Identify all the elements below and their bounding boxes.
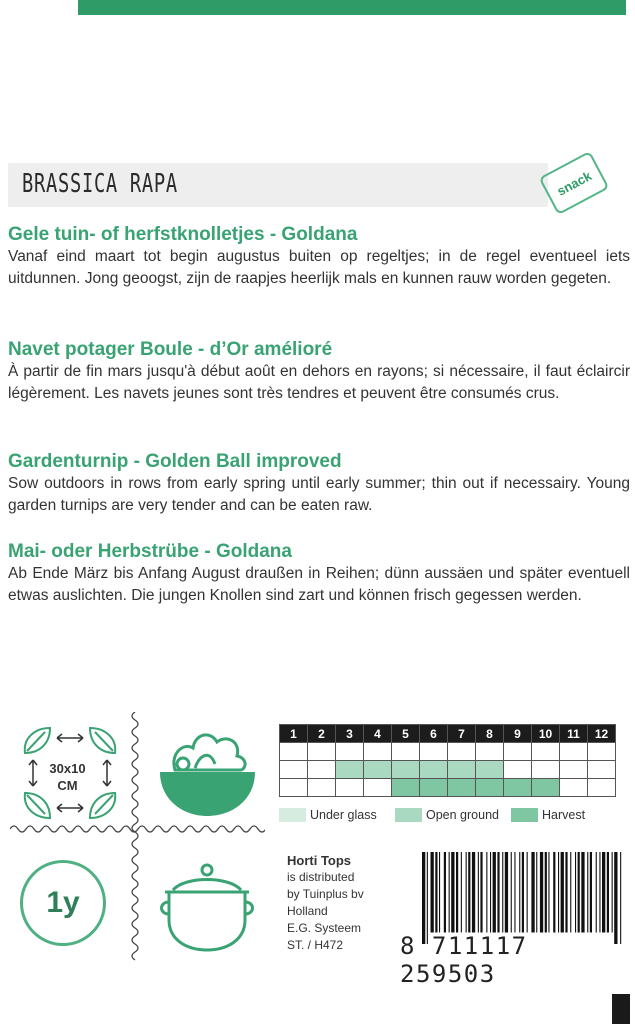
calendar-cell bbox=[560, 779, 588, 797]
barcode-bar bbox=[607, 852, 609, 933]
snack-badge bbox=[539, 151, 610, 215]
barcode-bar bbox=[545, 852, 547, 933]
section-text: Vanaf eind maart tot begin augustus buiten op regeltjes; in de regel eventueel iets uitdunnen. Jong geoogst, zijn de raapjes heerlijk mals en kunnen rauw worden gegeten. bbox=[8, 248, 630, 287]
section-german bbox=[8, 541, 630, 607]
legend-label: Open ground bbox=[426, 808, 499, 822]
calendar-cell bbox=[448, 779, 476, 797]
barcode-bar bbox=[536, 852, 537, 933]
lifespan-label: 1y bbox=[46, 886, 80, 919]
distributor-info bbox=[287, 852, 364, 954]
barcode-bar bbox=[581, 852, 584, 933]
calendar-cell bbox=[280, 743, 308, 761]
barcode bbox=[420, 852, 625, 944]
section-text: À partir de fin mars jusqu'à début août en dehors en rayons; si nécessaire, il faut éclaircir légèrement. Les navets jeunes sont très tendres et peuvent être consumés crus. bbox=[8, 363, 630, 402]
distributor-line: E.G. Systeem bbox=[287, 921, 362, 935]
distributor-line: ST. / H472 bbox=[287, 938, 344, 952]
barcode-bar bbox=[444, 852, 446, 933]
calendar-cell bbox=[336, 761, 364, 779]
month-header: 3 bbox=[336, 725, 364, 743]
calendar-cell bbox=[392, 779, 420, 797]
calendar-cell bbox=[420, 779, 448, 797]
calendar-cell bbox=[476, 743, 504, 761]
calendar-cell bbox=[308, 743, 336, 761]
barcode-bar bbox=[558, 852, 559, 933]
calendar-cell bbox=[364, 779, 392, 797]
barcode-bar bbox=[587, 852, 588, 933]
barcode-bar bbox=[548, 852, 549, 933]
print-mark bbox=[612, 994, 630, 1024]
calendar-cell bbox=[504, 743, 532, 761]
cooking-pot-icon bbox=[155, 860, 260, 955]
barcode-bar bbox=[466, 852, 467, 933]
barcode-bar bbox=[422, 852, 425, 944]
legend-swatch bbox=[395, 808, 422, 822]
calendar-cell bbox=[588, 779, 616, 797]
barcode-bar bbox=[451, 852, 454, 933]
calendar-cell bbox=[448, 761, 476, 779]
section-text: Ab Ende März bis Anfang August draußen in Reihen; dünn aussäen und später eventuell etwas auslichten. Die jungen Knollen sind zart und können frisch gegessen werden. bbox=[8, 565, 630, 604]
barcode-bar bbox=[578, 852, 580, 933]
section-dutch bbox=[8, 224, 630, 290]
month-header: 11 bbox=[560, 725, 588, 743]
barcode-bar bbox=[599, 852, 600, 933]
legend-swatch bbox=[279, 808, 306, 822]
legend-harvest bbox=[511, 808, 585, 822]
barcode-bar bbox=[596, 852, 597, 933]
spacing-value: 30x10 bbox=[49, 761, 86, 776]
top-color-bar bbox=[78, 0, 626, 15]
calendar-cell bbox=[504, 779, 532, 797]
barcode-bar bbox=[570, 852, 571, 933]
barcode-bar bbox=[478, 852, 479, 933]
calendar-cell bbox=[308, 779, 336, 797]
barcode-bar bbox=[505, 852, 508, 933]
calendar-cell bbox=[280, 779, 308, 797]
month-header: 7 bbox=[448, 725, 476, 743]
calendar-cell bbox=[364, 761, 392, 779]
distributor-line: by Tuinplus bv bbox=[287, 887, 364, 901]
calendar-cell bbox=[588, 761, 616, 779]
snack-badge-label: snack bbox=[554, 167, 594, 199]
calendar-cell bbox=[560, 743, 588, 761]
sowing-calendar bbox=[279, 724, 616, 797]
barcode-bar bbox=[435, 852, 437, 933]
month-header: 9 bbox=[504, 725, 532, 743]
month-header: 10 bbox=[532, 725, 560, 743]
barcode-bar bbox=[449, 852, 450, 933]
barcode-bar bbox=[527, 852, 528, 933]
calendar-cell bbox=[532, 761, 560, 779]
calendar-cell bbox=[364, 743, 392, 761]
calendar-cell bbox=[392, 743, 420, 761]
legend-under-glass bbox=[279, 808, 377, 822]
legend-swatch bbox=[511, 808, 538, 822]
section-heading: Mai- oder Herbstrübe - Goldana bbox=[8, 541, 292, 562]
section-english bbox=[8, 451, 630, 517]
month-header: 2 bbox=[308, 725, 336, 743]
barcode-bar bbox=[540, 852, 543, 933]
calendar-cell bbox=[336, 779, 364, 797]
section-heading: Gardenturnip - Golden Ball improved bbox=[8, 451, 342, 472]
barcode-bar bbox=[553, 852, 555, 933]
distributor-line: is distributed bbox=[287, 870, 355, 884]
calendar-cell bbox=[532, 743, 560, 761]
wavy-divider-vertical bbox=[128, 712, 142, 962]
barcode-bar bbox=[472, 852, 475, 933]
section-french bbox=[8, 339, 630, 405]
calendar-cell bbox=[588, 743, 616, 761]
barcode-bar bbox=[620, 852, 621, 944]
year-cycle-icon bbox=[20, 860, 106, 946]
calendar-cell bbox=[280, 761, 308, 779]
section-text: Sow outdoors in rows from early spring until early summer; thin out if necessairy. Young garden turnips are very tender and can be eaten raw. bbox=[8, 475, 630, 514]
barcode-number: 8 711117 259503 bbox=[400, 932, 528, 988]
month-header: 5 bbox=[392, 725, 420, 743]
calendar-cell bbox=[476, 779, 504, 797]
distributor-line: Holland bbox=[287, 904, 328, 918]
barcode-bar bbox=[490, 852, 491, 933]
species-name: BRASSICA RAPA bbox=[22, 169, 178, 199]
barcode-bar bbox=[522, 852, 524, 933]
month-header: 1 bbox=[280, 725, 308, 743]
calendar-cell bbox=[420, 743, 448, 761]
spacing-label bbox=[40, 760, 95, 794]
barcode-bar bbox=[612, 852, 613, 933]
section-heading: Gele tuin- of herfstknolletjes - Goldana bbox=[8, 224, 358, 245]
month-header: 8 bbox=[476, 725, 504, 743]
barcode-bar bbox=[468, 852, 470, 933]
spacing-unit: CM bbox=[57, 778, 78, 793]
barcode-bar bbox=[514, 852, 515, 933]
calendar-cell bbox=[308, 761, 336, 779]
calendar-cell bbox=[532, 779, 560, 797]
month-header: 6 bbox=[420, 725, 448, 743]
calendar-cell bbox=[476, 761, 504, 779]
barcode-bar bbox=[565, 852, 567, 933]
calendar-cell bbox=[392, 761, 420, 779]
calendar-cell bbox=[560, 761, 588, 779]
calendar-cell bbox=[420, 761, 448, 779]
barcode-bar bbox=[575, 852, 576, 933]
barcode-bar bbox=[456, 852, 458, 933]
barcode-bar bbox=[431, 852, 434, 933]
month-header: 4 bbox=[364, 725, 392, 743]
barcode-bar bbox=[497, 852, 499, 933]
barcode-bar bbox=[480, 852, 482, 933]
barcode-bar bbox=[531, 852, 534, 933]
barcode-bar bbox=[427, 852, 428, 944]
calendar-cell bbox=[336, 743, 364, 761]
barcode-bar bbox=[590, 852, 592, 933]
legend-label: Harvest bbox=[542, 808, 586, 822]
legend-label: Under glass bbox=[310, 808, 377, 822]
barcode-bar bbox=[439, 852, 440, 933]
salad-bowl-icon bbox=[155, 724, 260, 819]
barcode-bar bbox=[486, 852, 487, 933]
barcode-bar bbox=[493, 852, 496, 933]
brand-name: Horti Tops bbox=[287, 853, 352, 868]
barcode-bar bbox=[511, 852, 512, 933]
barcode-bar bbox=[502, 852, 503, 933]
section-heading: Navet potager Boule - d’Or amélioré bbox=[8, 339, 333, 360]
barcode-bar bbox=[519, 852, 520, 933]
barcode-bar bbox=[461, 852, 462, 933]
calendar-cell bbox=[448, 743, 476, 761]
barcode-bar bbox=[561, 852, 564, 933]
calendar-cell bbox=[504, 761, 532, 779]
month-header: 12 bbox=[588, 725, 616, 743]
barcode-bar bbox=[614, 852, 617, 944]
legend-open-ground bbox=[395, 808, 499, 822]
barcode-bar bbox=[602, 852, 605, 933]
